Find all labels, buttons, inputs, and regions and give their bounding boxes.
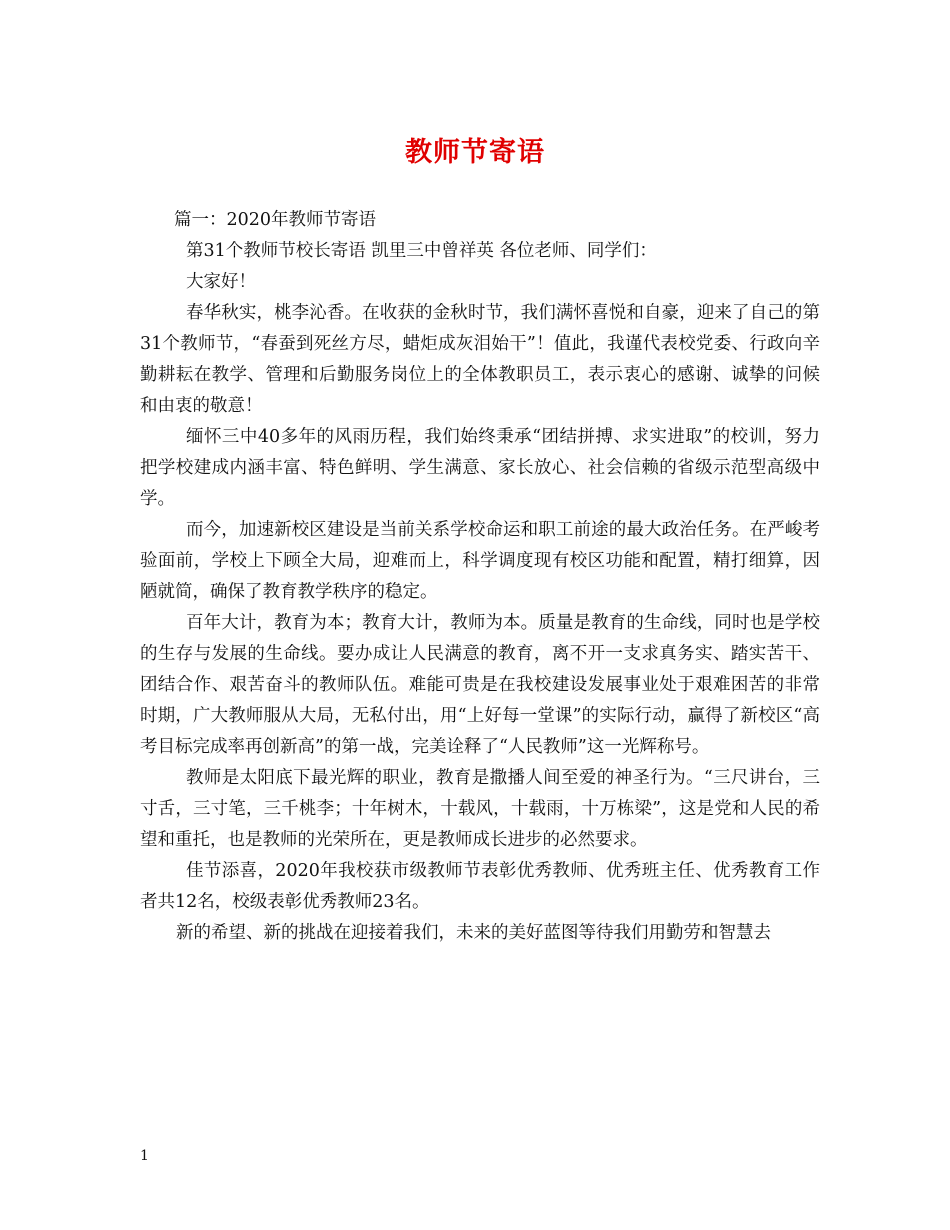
- paragraph: 缅怀三中40多年的风雨历程，我们始终秉承“团结拼搏、求实进取”的校训，努力把学校建成内涵丰富、特色鲜明、学生满意、家长放心、社会信赖的省级示范型高级中学。: [140, 427, 820, 509]
- paragraph: 百年大计，教育为本；教育大计，教师为本。质量是教育的生命线，同时也是学校的生存与发展的生命线。要办成让人民满意的教育，离不开一支求真务实、踏实苦干、团结合作、艰苦奋斗的教师队伍。难能可贵是在我校建设发展事业处于艰难困苦的非常时期，广大教师服从大局，无私付出，用“上好每一堂课”的实际行动，赢得了新校区“高考目标完成率再创新高”的第一战，完美诠释了“人民教师”这一光辉称号。: [140, 613, 820, 757]
- document-title: 教师节寄语: [405, 137, 545, 168]
- paragraph: 春华秋实，桃李沁香。在收获的金秋时节，我们满怀喜悦和自豪，迎来了自己的第31个教师节，“春蚕到死丝方尽，蜡炬成灰泪始干”！值此，我谨代表校党委、行政向辛勤耕耘在教学、管理和后勤服务岗位上的全体教职员工，表示衷心的感谢、诚挚的问候和由衷的敬意！: [140, 303, 820, 416]
- paragraph: 教师是太阳底下最光辉的职业，教育是撒播人间至爱的神圣行为。“三尺讲台，三寸舌，三寸笔，三千桃李；十年树木，十载风，十载雨，十万栋梁”，这是党和人民的希望和重托，也是教师的光荣所在，更是教师成长进步的必然要求。: [140, 768, 820, 850]
- paragraph: 新的希望、新的挑战在迎接着我们，未来的美好蓝图等待我们用勤劳和智慧去: [176, 923, 771, 943]
- document-body: [140, 205, 820, 949]
- paragraph: 大家好！: [186, 272, 256, 292]
- section-heading: 篇一：2020年教师节寄语: [174, 210, 377, 230]
- page-number: 1: [140, 1148, 149, 1164]
- paragraph: 而今，加速新校区建设是当前关系学校命运和职工前途的最大政治任务。在严峻考验面前，学校上下顾全大局，迎难而上，科学调度现有校区功能和配置，精打细算，因陋就简，确保了教育教学秩序的稳定。: [140, 520, 820, 602]
- paragraph: 第31个教师节校长寄语 凯里三中曾祥英 各位老师、同学们：: [186, 241, 657, 261]
- paragraph: 佳节添喜，2020年我校获市级教师节表彰优秀教师、优秀班主任、优秀教育工作者共12名，校级表彰优秀教师23名。: [140, 861, 820, 912]
